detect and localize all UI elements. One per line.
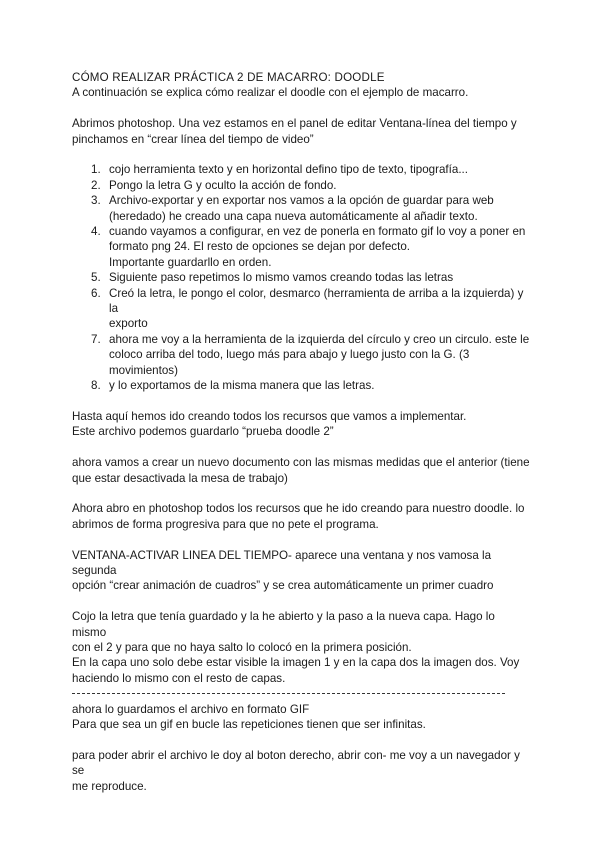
paragraph-6-line-4: haciendo lo mismo con el resto de capas. [72,671,286,685]
list-item-text: ahora me voy a la herramienta de la izquierda del círculo y creo un circulo. este le [109,332,530,346]
list-item-text: (heredado) he creado una capa nueva automáticamente al añadir texto. [109,209,478,223]
list-item-text: exporto [109,317,148,331]
paragraph-1-line-2: pinchamos en “crear línea del tiempo de video” [72,132,314,146]
list-item-number: 8. [91,379,101,393]
list-item-text: y lo exportamos de la misma manera que las letras. [109,379,375,393]
list-item-text: cuando vayamos a configurar, en vez de ponerla en formato gif lo voy a poner en [109,225,526,239]
list-item-text: Creó la letra, le pongo el color, desmarco (herramienta de arriba a la izquierda) y la [109,286,524,316]
document-body [72,70,532,794]
paragraph-5-line-2: opción “crear animación de cuadros” y se crea automáticamente un primer cuadro [72,579,494,593]
list-item-number: 6. [91,286,101,300]
list-item [72,378,532,393]
paragraph-6-line-2: con el 2 y para que no haya salto lo colocó en la primera posición. [72,640,412,654]
list-item-text: Archivo-exportar y en exportar nos vamos a la opción de guardar para web [109,194,494,208]
paragraph-5-line-1: VENTANA-ACTIVAR LINEA DEL TIEMPO- aparece una ventana y nos vamosa la segunda [72,548,492,577]
list-item-number: 1. [91,163,101,177]
paragraph-8-line-1: para poder abrir el archivo le doy al boton derecho, abrir con- me voy a un navegador y se [72,748,520,778]
list-item-number: 5. [91,271,101,285]
paragraph-7-line-2: Para que sea un gif en bucle las repeticiones tienen que ser infinitas. [72,717,426,731]
paragraph-6-line-3: En la capa uno solo debe estar visible la imagen 1 y en la capa dos la imagen dos. Voy [72,656,520,670]
list-item [72,332,532,378]
paragraph-8-line-2: me reproduce. [72,779,147,793]
paragraph-3-line-1: ahora vamos a crear un nuevo documento con las mismas medidas que el anterior (tiene [72,456,530,470]
list-item-text: Pongo la letra G y oculto la acción de fondo. [109,178,337,192]
list-item-text: formato png 24. El resto de opciones se dejan por defecto. [109,240,410,254]
paragraph-3-line-2: que estar desactivada la mesa de trabajo) [72,471,288,485]
paragraph-7-line-1: ahora lo guardamos el archivo en formato GIF [72,702,310,716]
dashed-divider [72,686,532,701]
list-item-number: 7. [91,332,101,346]
paragraph-1-line-1: Abrimos photoshop. Una vez estamos en el panel de editar Ventana-línea del tiempo y [72,117,517,131]
paragraph-4-line-1: Ahora abro en photoshop todos los recursos que he ido creando para nuestro doodle. lo [72,502,525,516]
steps-list [72,162,532,393]
list-item [72,286,532,332]
document-title: CÓMO REALIZAR PRÁCTICA 2 DE MACARRO: DOODLE [72,71,385,84]
paragraph-2-line-1: Hasta aquí hemos ido creando todos los recursos que vamos a implementar. [72,409,467,423]
list-item [72,224,532,270]
intro-text: A continuación se explica cómo realizar el doodle con el ejemplo de macarro. [72,86,469,100]
paragraph-4-line-2: abrimos de forma progresiva para que no pete el programa. [72,517,379,531]
list-item-text: Siguiente paso repetimos lo mismo vamos creando todas las letras [109,271,454,285]
list-item-number: 2. [91,178,101,192]
paragraph-2-line-2: Este archivo podemos guardarlo “prueba doodle 2” [72,425,334,439]
list-item-text: cojo herramienta texto y en horizontal defino tipo de texto, tipografía... [109,163,468,177]
list-item-text: Importante guardarllo en orden. [109,255,272,269]
list-item-number: 4. [91,225,101,239]
list-item [72,178,532,193]
list-item [72,270,532,285]
paragraph-6-line-1: Cojo la letra que tenía guardado y la he abierto y la paso a la nueva capa. Hago lo mismo [72,610,495,639]
list-item [72,193,532,224]
list-item-text: coloco arriba del todo, luego más para abajo y luego justo con la G. (3 movimientos) [109,348,470,377]
list-item-number: 3. [91,194,101,208]
list-item [72,162,532,177]
